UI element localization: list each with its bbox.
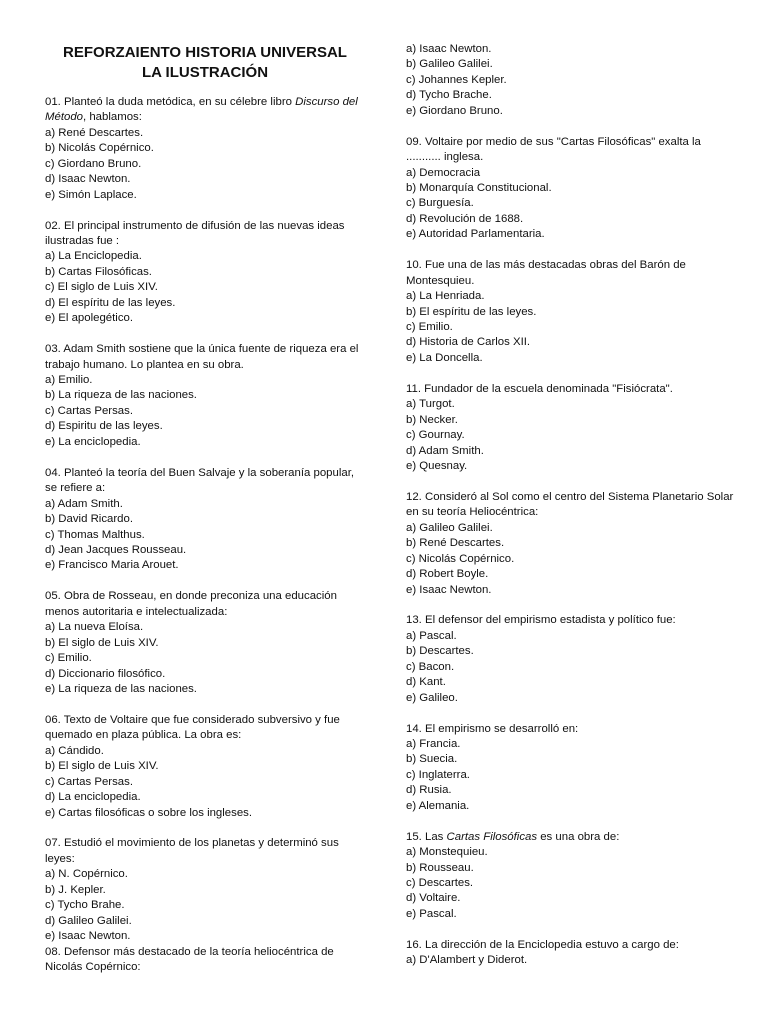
option-e: e) Pascal. [406,907,457,920]
option-d: d) Jean Jacques Rousseau. [45,543,187,556]
option-d: d) Tycho Brache. [406,89,492,102]
option-a: a) La Enciclopedia. [45,250,142,263]
option-d: d) Galileo Galilei. [45,914,132,927]
option-c: c) Thomas Malthus. [45,528,145,541]
option-d: d) Kant. [406,676,446,689]
option-a: a) Pascal. [406,629,457,642]
question-06 [45,713,365,821]
question-stem: 04. Planteó la teoría del Buen Salvaje y la soberanía popular, se refiere a: [45,466,355,495]
option-b: b) Monarquía Constitucional. [406,182,552,195]
option-e: e) Quesnay. [406,460,468,473]
option-c: c) El siglo de Luis XIV. [45,281,158,294]
question-14 [406,722,736,815]
option-a: a) Adam Smith. [45,497,123,510]
option-a: a) La Henriada. [406,290,485,303]
option-b: b) J. Kepler. [45,883,106,896]
question-stem: 03. Adam Smith sostiene que la única fuente de riqueza era el trabajo humano. Lo plantea en su obra. [45,343,359,371]
option-c: c) Johannes Kepler. [406,73,507,86]
option-b: b) David Ricardo. [45,513,133,526]
question-13 [406,613,736,706]
option-b: b) Galileo Galilei. [406,58,493,71]
question-stem: 02. El principal instrumento de difusión de las nuevas ideas ilustradas fue : [45,219,345,248]
question-stem: 01. Planteó la duda metódica, en su célebre libro Discurso del Método, hablamos: [45,96,358,124]
option-a: a) N. Copérnico. [45,868,128,881]
question-stem: 08. Defensor más destacado de la teoría heliocéntrica de Nicolás Copérnico: [45,945,334,973]
question-11 [406,382,736,475]
option-b: b) Descartes. [406,645,474,658]
question-stem: 09. Voltaire por medio de sus "Cartas Filosóficas" exalta la ........... inglesa. [406,135,701,164]
option-a: a) Cándido. [45,744,104,757]
option-b: b) Suecia. [406,753,458,766]
option-b: b) Rousseau. [406,861,474,874]
option-a: a) Turgot. [406,398,455,411]
option-d: d) Diccionario filosófico. [45,667,166,680]
question-stem: 13. El defensor del empirismo estadista y político fue: [406,614,676,627]
option-e: e) Isaac Newton. [406,583,492,596]
option-e: e) Cartas filosóficas o sobre los ingleses. [45,806,253,819]
page-title: REFORZAIENTO HISTORIA UNIVERSAL [63,44,347,61]
option-a: a) La nueva Eloísa. [45,621,144,634]
option-e: e) Simón Laplace. [45,188,137,201]
question-04 [45,466,365,574]
option-c: c) Cartas Persas. [45,775,133,788]
option-c: c) Burguesía. [406,197,474,210]
question-02 [45,219,365,327]
question-stem: 05. Obra de Rosseau, en donde preconiza una educación menos autoritaria e intelectualizada: [45,590,337,618]
question-08-options [406,42,736,119]
title-block [45,43,365,83]
question-stem: 07. Estudió el movimiento de los planetas y determinó sus leyes: [45,837,339,865]
question-01 [45,95,365,203]
option-d: d) Rusia. [406,784,452,797]
option-c: c) Gournay. [406,429,465,442]
option-c: c) Nicolás Copérnico. [406,552,515,565]
option-e: e) La Doncella. [406,351,483,364]
option-c: c) Bacon. [406,660,455,673]
question-15 [406,830,736,923]
option-d: d) Voltaire. [406,892,461,905]
option-b: b) El siglo de Luis XIV. [45,760,159,773]
question-stem: 15. Las Cartas Filosóficas es una obra de: [406,830,620,843]
question-16 [406,938,736,969]
option-c: c) Descartes. [406,877,474,890]
option-c: c) Emilio. [45,652,92,665]
option-c: c) Tycho Brahe. [45,899,125,912]
option-e: e) La enciclopedia. [45,435,141,448]
option-e: e) Isaac Newton. [45,930,131,943]
option-a: a) René Descartes. [45,126,144,139]
question-07 [45,836,365,944]
option-d: d) El espíritu de las leyes. [45,296,176,309]
question-03 [45,342,365,450]
option-b: b) Necker. [406,413,458,426]
question-10 [406,258,736,366]
option-c: c) Emilio. [406,321,453,334]
option-b: b) Nicolás Copérnico. [45,142,154,155]
option-a: a) Emilio. [45,374,93,387]
option-a: a) Galileo Galilei. [406,521,493,534]
option-a: a) D'Alambert y Diderot. [406,954,528,967]
option-e: e) Francisco Maria Arouet. [45,559,179,572]
option-d: d) Espiritu de las leyes. [45,420,163,433]
question-12 [406,490,736,598]
left-column [45,0,365,991]
option-e: e) Galileo. [406,691,458,704]
option-e: e) El apolegético. [45,312,134,325]
question-stem: 11. Fundador de la escuela denominada "Fisiócrata". [406,382,673,395]
right-column [406,0,736,984]
option-e: e) Autoridad Parlamentaria. [406,228,545,241]
question-stem: 14. El empirismo se desarrolló en: [406,722,579,735]
option-e: e) Giordano Bruno. [406,104,503,117]
option-d: d) La enciclopedia. [45,791,141,804]
question-09 [406,135,736,243]
option-b: b) La riqueza de las naciones. [45,389,197,402]
option-b: b) Cartas Filosóficas. [45,265,152,278]
question-05 [45,589,365,697]
option-b: b) René Descartes. [406,537,505,550]
option-a: a) Francia. [406,738,461,751]
question-stem: 10. Fue una de las más destacadas obras del Barón de Montesquieu. [406,259,686,287]
option-d: d) Adam Smith. [406,444,484,457]
option-e: e) La riqueza de las naciones. [45,682,197,695]
option-b: b) El siglo de Luis XIV. [45,636,159,649]
option-b: b) El espíritu de las leyes. [406,305,537,318]
option-c: c) Giordano Bruno. [45,157,142,170]
option-c: c) Cartas Persas. [45,404,133,417]
question-stem: 16. La dirección de la Enciclopedia estuvo a cargo de: [406,938,679,951]
option-d: d) Isaac Newton. [45,173,131,186]
page-subtitle: LA ILUSTRACIÓN [141,64,269,81]
option-c: c) Inglaterra. [406,768,470,781]
option-d: d) Robert Boyle. [406,568,489,581]
question-stem: 06. Texto de Voltaire que fue considerado subversivo y fue quemado en plaza pública. La obra es: [45,713,340,742]
option-e: e) Alemania. [406,799,470,812]
option-a: a) Monstequieu. [406,846,488,859]
option-d: d) Revolución de 1688. [406,212,524,225]
question-08 [45,945,365,976]
option-a: a) Isaac Newton. [406,43,492,55]
question-stem: 12. Consideró al Sol como el centro del Sistema Planetario Solar en su teoría Heliocéntrica: [406,490,734,519]
option-a: a) Democracia [406,166,481,179]
option-d: d) Historia de Carlos XII. [406,336,531,349]
